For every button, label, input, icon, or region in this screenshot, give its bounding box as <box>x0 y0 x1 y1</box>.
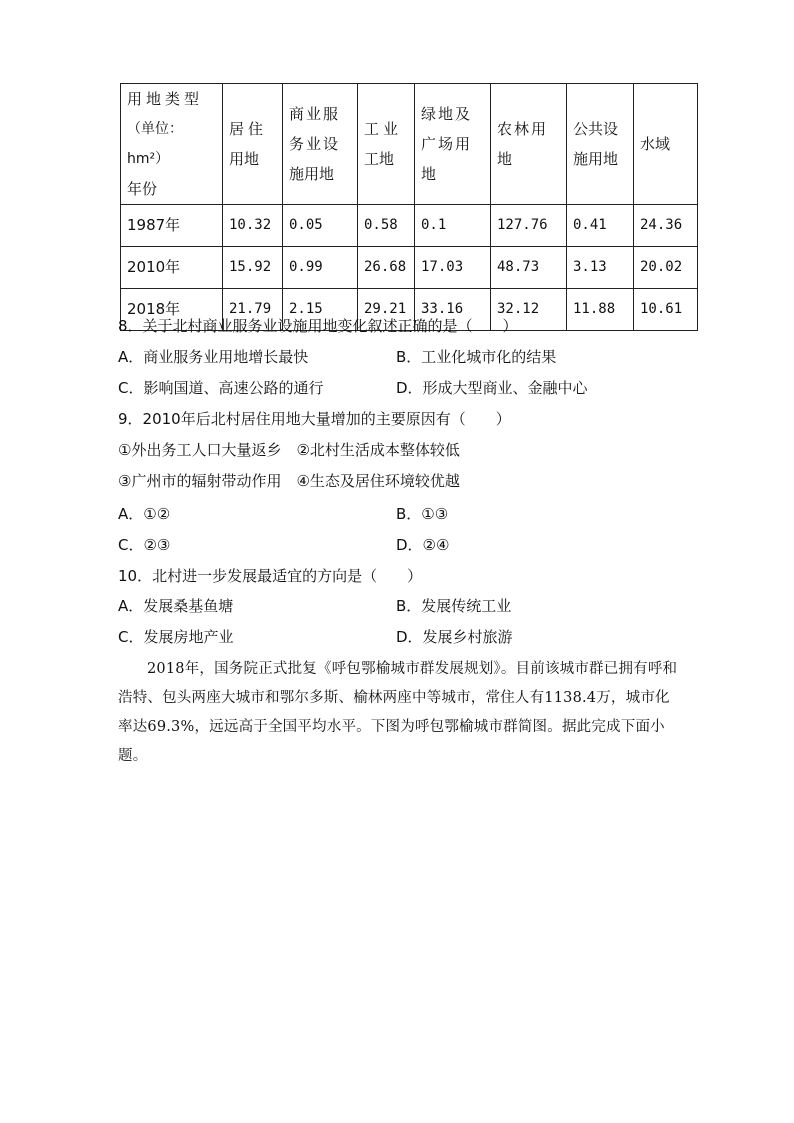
question-10-stem: 10．北村进一步发展最适宜的方向是（ ） <box>118 567 423 585</box>
header-water: 水域 <box>634 84 698 205</box>
question-9-stem: 9．2010年后北村居住用地大量增加的主要原因有（ ） <box>118 410 511 428</box>
land-use-table <box>120 83 698 331</box>
question-8-stem: 8．关于北村商业服务业设施用地变化叙述正确的是（ ） <box>118 317 518 335</box>
value-cell: 0.1 <box>415 205 491 247</box>
header-unit-label: （单位：hm²） <box>127 121 183 167</box>
value-cell: 3.13 <box>567 247 634 289</box>
header-green-space: 绿地及 广场用 地 <box>415 84 491 205</box>
value-cell: 24.36 <box>634 205 698 247</box>
question-8-option-c: C．影响国道、高速公路的通行 <box>118 379 324 397</box>
value-cell: 0.41 <box>567 205 634 247</box>
value-cell: 2.15 <box>283 289 358 331</box>
value-cell: 20.02 <box>634 247 698 289</box>
table-row <box>121 247 698 289</box>
value-cell: 10.32 <box>223 205 283 247</box>
question-10-option-c: C．发展房地产业 <box>118 628 234 646</box>
value-cell: 15.92 <box>223 247 283 289</box>
question-9-option-c: C．②③ <box>118 536 171 554</box>
value-cell: 11.88 <box>567 289 634 331</box>
value-cell: 0.58 <box>358 205 415 247</box>
year-cell: 2010年 <box>121 247 223 289</box>
question-9-option-b: B．①③ <box>396 505 449 523</box>
value-cell: 21.79 <box>223 289 283 331</box>
table-row <box>121 205 698 247</box>
header-public-facilities: 公共设 施用地 <box>567 84 634 205</box>
question-8-option-b: B．工业化城市化的结果 <box>396 348 557 366</box>
question-9-option-d: D．②④ <box>396 536 450 554</box>
header-type-cell <box>121 84 223 205</box>
question-10-option-d: D．发展乡村旅游 <box>396 628 513 646</box>
table-header-row <box>121 84 698 205</box>
question-9-option-a: A．①② <box>118 505 171 523</box>
value-cell: 0.99 <box>283 247 358 289</box>
question-8-option-d: D．形成大型商业、金融中心 <box>396 379 588 397</box>
year-cell: 1987年 <box>121 205 223 247</box>
question-9-statements-2: ③广州市的辐射带动作用 ④生态及居住环境较优越 <box>118 472 460 490</box>
header-commercial: 商业服 务业设 施用地 <box>283 84 358 205</box>
year-cell: 2018年 <box>121 289 223 331</box>
value-cell: 26.68 <box>358 247 415 289</box>
value-cell: 29.21 <box>358 289 415 331</box>
header-industrial: 工业 工地 <box>358 84 415 205</box>
header-year-label: 年份 <box>127 180 158 198</box>
header-residential: 居住 用地 <box>223 84 283 205</box>
value-cell: 17.03 <box>415 247 491 289</box>
header-type-label: 用地类型 <box>127 90 204 108</box>
header-agriculture: 农林用 地 <box>491 84 567 205</box>
question-10-option-a: A．发展桑基鱼塘 <box>118 597 234 615</box>
question-9-statements-1: ①外出务工人口大量返乡 ②北村生活成本整体较低 <box>118 441 460 459</box>
value-cell: 0.05 <box>283 205 358 247</box>
passage-text: 2018年，国务院正式批复《呼包鄂榆城市群发展规划》。目前该城市群已拥有呼和浩特、包头两座大城市和鄂尔多斯、榆林两座中等城市，常住人有1138.4万，城市化率达69.3%，远远高于全国平均水平。下图为呼包鄂榆城市群简图。据此完成下面小题。 <box>118 661 678 764</box>
value-cell: 127.76 <box>491 205 567 247</box>
value-cell: 33.16 <box>415 289 491 331</box>
value-cell: 10.61 <box>634 289 698 331</box>
value-cell: 48.73 <box>491 247 567 289</box>
value-cell: 32.12 <box>491 289 567 331</box>
question-10-option-b: B．发展传统工业 <box>396 597 512 615</box>
question-8-option-a: A．商业服务业用地增长最快 <box>118 348 309 366</box>
